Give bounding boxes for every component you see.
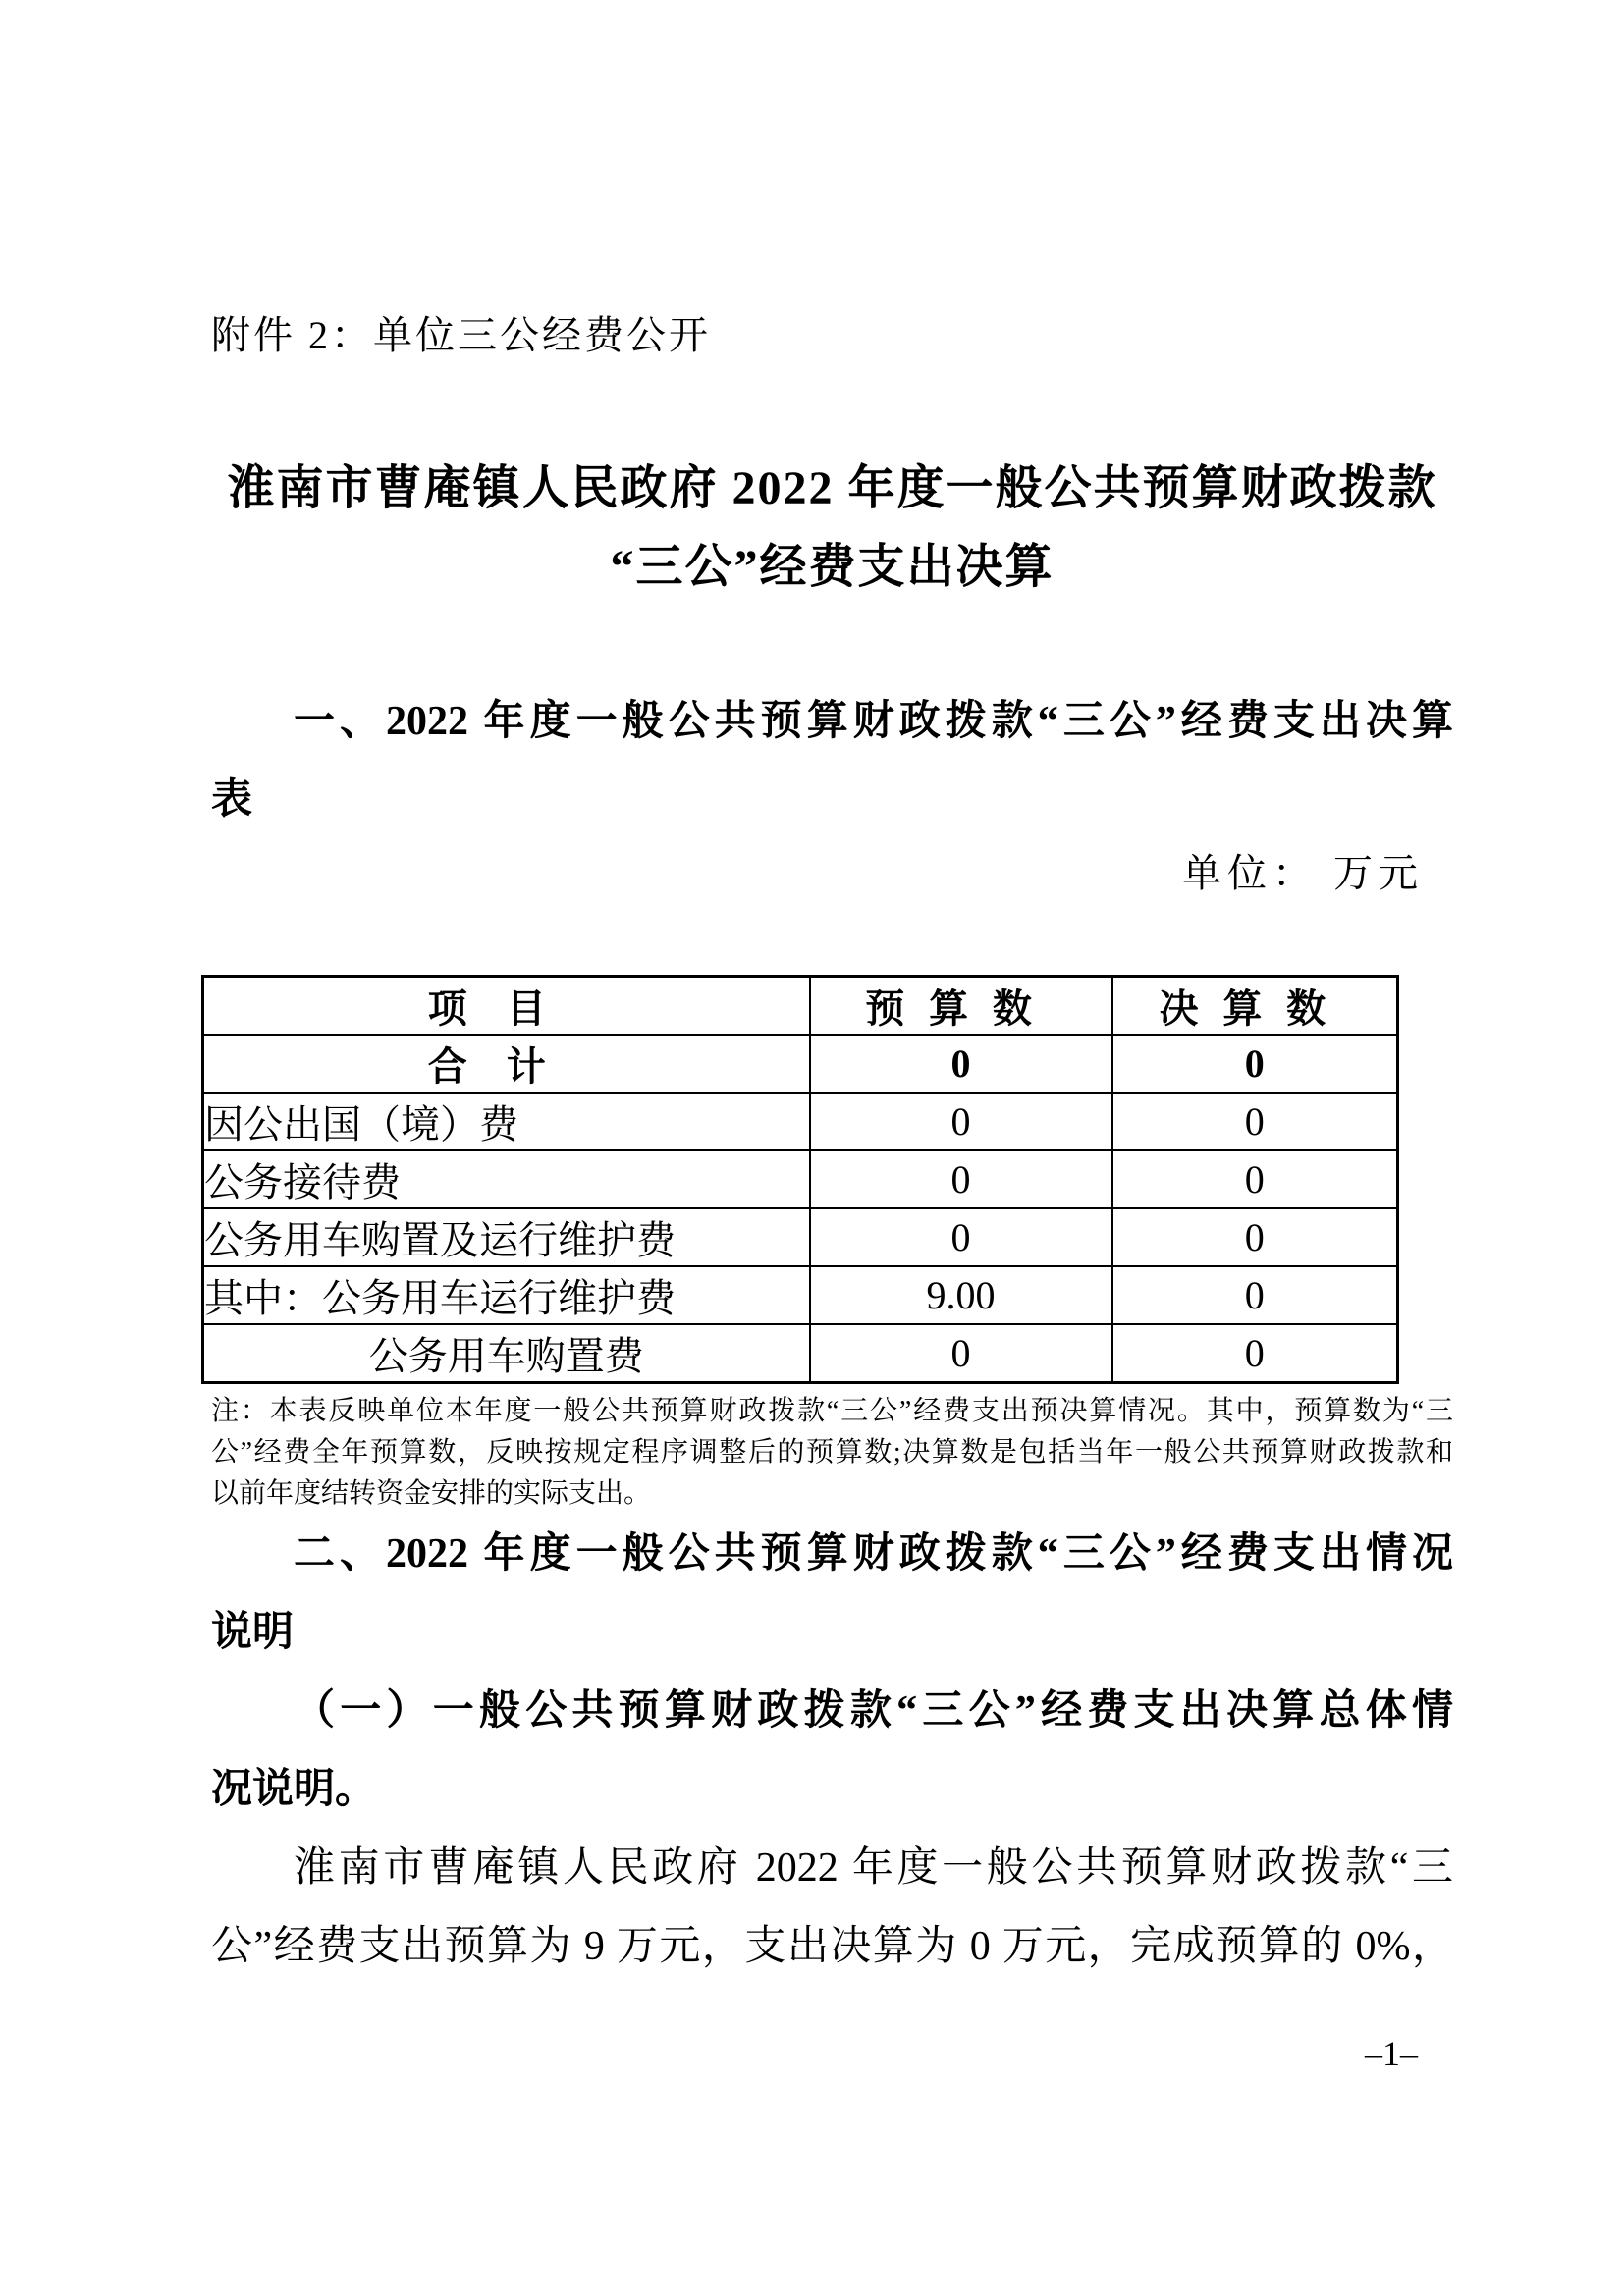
header-item: 项目 bbox=[203, 977, 810, 1036]
table-note-line-2: 公”经费全年预算数，反映按规定程序调整后的预算数;决算数是包括当年一般公共预算财政拨款和 bbox=[211, 1437, 1453, 1468]
row-abroad-budget: 0 bbox=[810, 1093, 1112, 1150]
section-2-1-heading-line-2: 况说明。 bbox=[211, 1767, 377, 1812]
table-note bbox=[211, 1391, 1453, 1515]
table-note-line-3: 以前年度结转资金安排的实际支出。 bbox=[211, 1478, 652, 1509]
header-budget: 预算数 bbox=[810, 977, 1112, 1036]
header-final: 决算数 bbox=[1112, 977, 1398, 1036]
attachment-label: 附件 2：单位三公经费公开 bbox=[211, 313, 711, 357]
table-header-row bbox=[203, 977, 1398, 1036]
table-row-vehicle-operation bbox=[203, 1266, 1398, 1324]
page-number: –1– bbox=[1365, 2034, 1418, 2073]
document-title bbox=[211, 450, 1453, 607]
row-reception-item: 公务接待费 bbox=[203, 1150, 810, 1208]
section-1-heading bbox=[211, 682, 1453, 839]
row-abroad-final: 0 bbox=[1112, 1093, 1398, 1150]
table-row-vehicle-total bbox=[203, 1208, 1398, 1266]
row-reception-final: 0 bbox=[1112, 1150, 1398, 1208]
row-vehicle-operation-final: 0 bbox=[1112, 1266, 1398, 1324]
row-total-budget: 0 bbox=[810, 1035, 1112, 1093]
table-row-reception bbox=[203, 1150, 1398, 1208]
table-row-total bbox=[203, 1035, 1398, 1093]
row-reception-budget: 0 bbox=[810, 1150, 1112, 1208]
row-vehicle-total-item: 公务用车购置及运行维护费 bbox=[203, 1208, 810, 1266]
body-paragraph-line-2: 公”经费支出预算为 9 万元，支出决算为 0 万元，完成预算的 0%， bbox=[211, 1924, 1453, 1969]
row-vehicle-purchase-final: 0 bbox=[1112, 1324, 1398, 1383]
three-public-expenses-table bbox=[201, 975, 1399, 1384]
body-paragraph bbox=[211, 1829, 1453, 1986]
section-2-1-heading-line-1: （一）一般公共预算财政拨款“三公”经费支出决算总体情 bbox=[294, 1688, 1453, 1734]
row-vehicle-operation-budget: 9.00 bbox=[810, 1266, 1112, 1324]
section-1-heading-line-2: 表 bbox=[211, 777, 253, 823]
row-total-final: 0 bbox=[1112, 1035, 1398, 1093]
row-vehicle-purchase-budget: 0 bbox=[810, 1324, 1112, 1383]
row-total-item: 合计 bbox=[203, 1035, 810, 1093]
row-abroad-item: 因公出国（境）费 bbox=[203, 1093, 810, 1150]
section-2-heading-line-1: 二、2022 年度一般公共预算财政拨款“三公”经费支出情况 bbox=[294, 1531, 1453, 1576]
document-title-line-2: “三公”经费支出决算 bbox=[610, 541, 1055, 593]
body-paragraph-line-1: 淮南市曹庵镇人民政府 2022 年度一般公共预算财政拨款“三 bbox=[294, 1845, 1453, 1891]
row-vehicle-purchase-item: 公务用车购置费 bbox=[203, 1324, 810, 1383]
document-title-line-1: 淮南市曹庵镇人民政府 2022 年度一般公共预算财政拨款 bbox=[227, 462, 1437, 514]
section-2-heading bbox=[211, 1515, 1453, 1672]
row-vehicle-total-budget: 0 bbox=[810, 1208, 1112, 1266]
section-2-1-heading bbox=[211, 1672, 1453, 1829]
section-1-heading-line-1: 一、2022 年度一般公共预算财政拨款“三公”经费支出决算 bbox=[294, 699, 1453, 744]
row-vehicle-operation-item: 其中：公务用车运行维护费 bbox=[203, 1266, 810, 1324]
table-note-line-1: 注：本表反映单位本年度一般公共预算财政拨款“三公”经费支出预决算情况。其中，预算数为“三 bbox=[211, 1396, 1453, 1426]
table-row-abroad bbox=[203, 1093, 1398, 1150]
unit-label: 单位： 万元 bbox=[1182, 851, 1424, 895]
row-vehicle-total-final: 0 bbox=[1112, 1208, 1398, 1266]
section-2-heading-line-2: 说明 bbox=[211, 1610, 295, 1655]
table-row-vehicle-purchase bbox=[203, 1324, 1398, 1383]
